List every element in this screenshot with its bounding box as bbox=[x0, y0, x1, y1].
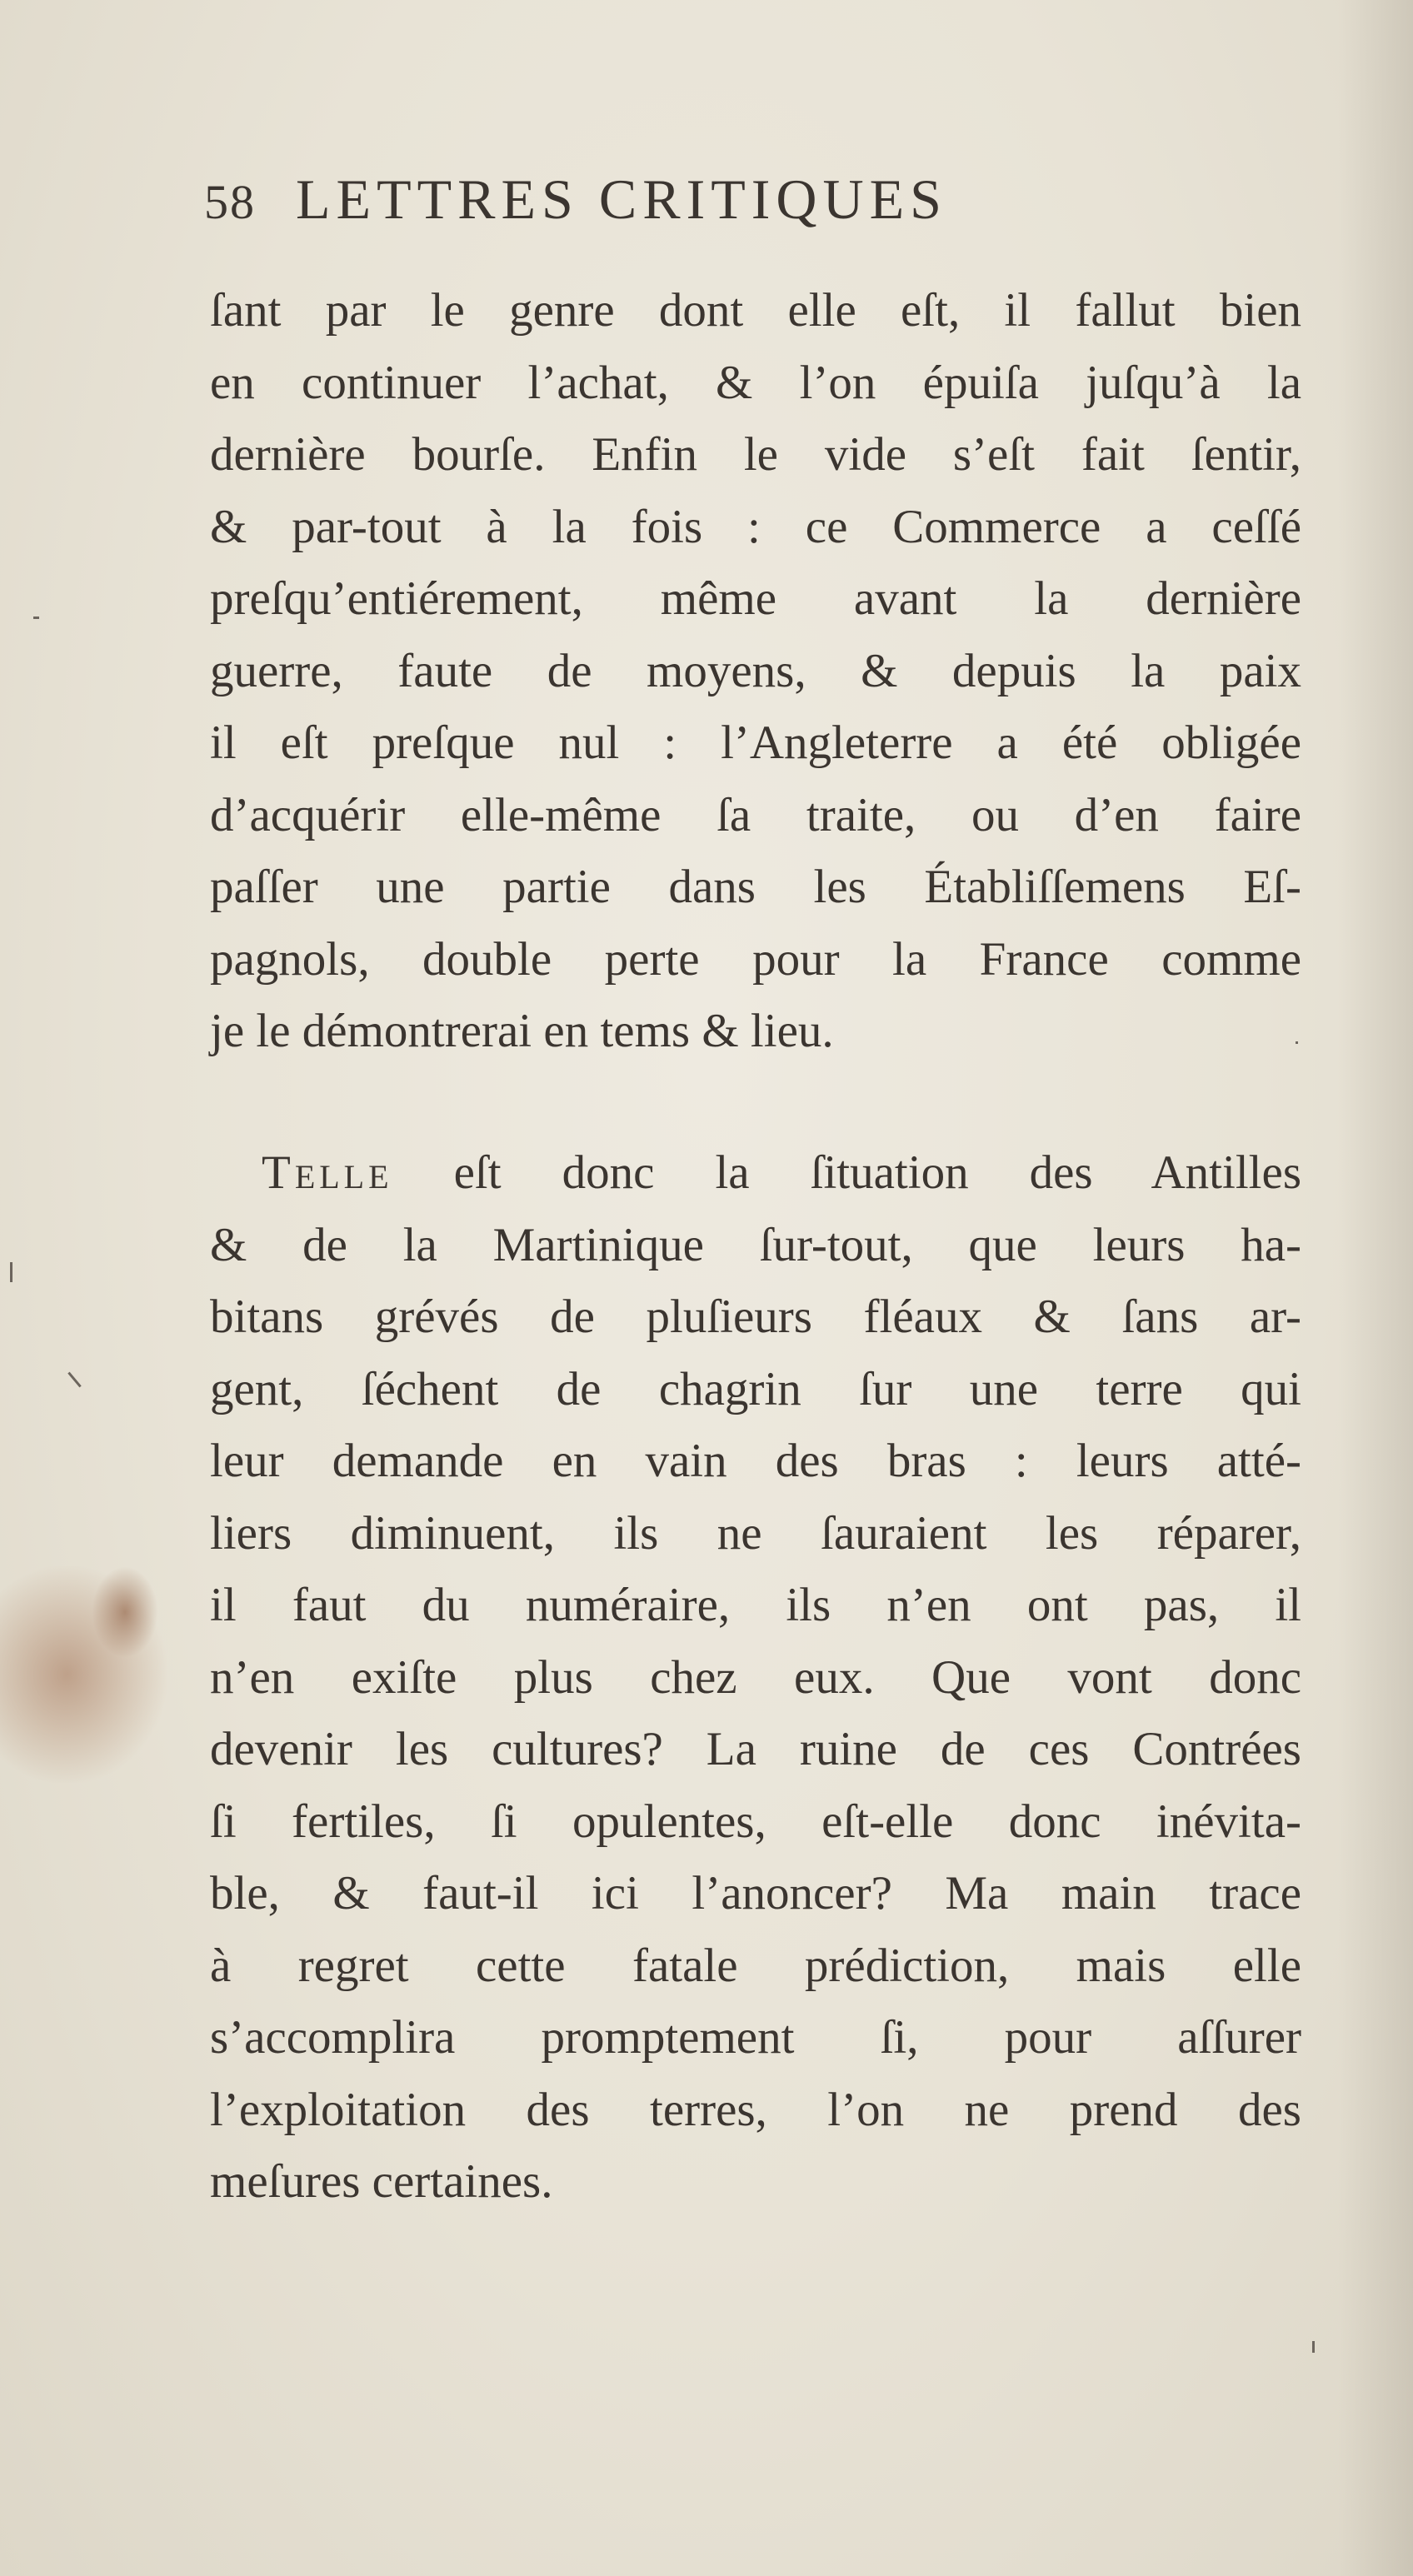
text-line: n’en exiſte plus chez eux. Que vont donc bbox=[210, 1650, 1301, 1704]
running-head: LETTRES CRITIQUES bbox=[296, 167, 947, 231]
text-line: & de la Martinique ſur-tout, que leurs ha- bbox=[210, 1218, 1301, 1271]
page-header bbox=[204, 167, 1287, 242]
text-line: d’acquérir elle-même ſa traite, ou d’en faire bbox=[210, 788, 1301, 841]
first-line-text: eſt donc la ſituation des Antilles bbox=[392, 1146, 1301, 1199]
text-line: liers diminuent, ils ne ſauraient les réparer, bbox=[210, 1506, 1301, 1560]
text-line: bitans grévés de pluſieurs fléaux & ſans ar- bbox=[210, 1290, 1301, 1343]
page-number: 58 bbox=[204, 175, 256, 229]
page-edge-shadow bbox=[1338, 0, 1413, 2576]
text-line: meſures certaines. bbox=[210, 2155, 553, 2208]
text-line: ble, & faut-il ici l’anoncer? Ma main trace bbox=[210, 1867, 1301, 1920]
text-line: & par-tout à la fois : ce Commerce a ceſſé bbox=[210, 500, 1301, 553]
text-line: devenir les cultures? La ruine de ces Contrées bbox=[210, 1723, 1301, 1775]
paper-speck bbox=[67, 1372, 81, 1388]
text-line: l’exploitation des terres, l’on ne prend des bbox=[210, 2083, 1301, 2136]
text-line: il eſt preſque nul : l’Angleterre a été obligée bbox=[210, 716, 1301, 769]
text-line: pagnols, double perte pour la France comme bbox=[210, 932, 1301, 986]
text-line: ſi fertiles, ſi opulentes, eſt-elle donc inévita- bbox=[210, 1795, 1301, 1848]
paragraph-2 bbox=[210, 1137, 1301, 2219]
text-line-first bbox=[210, 1137, 1301, 1210]
paragraph-opening-word: Telle bbox=[262, 1146, 393, 1199]
text-line: il faut du numéraire, ils n’en ont pas, il bbox=[210, 1579, 1301, 1631]
paragraph-1 bbox=[210, 275, 1301, 1068]
text-line: je le démontrerai en tems & lieu. bbox=[210, 1005, 834, 1057]
paper-speck bbox=[10, 1262, 12, 1282]
paper-speck bbox=[1312, 2341, 1315, 2353]
text-line: s’accomplira promptement ſi, pour aſſurer bbox=[210, 2011, 1301, 2064]
text-line: gent, ſéchent de chagrin ſur une terre qui bbox=[210, 1362, 1301, 1415]
text-line: en continuer l’achat, & l’on épuiſa juſqu’à la bbox=[210, 356, 1301, 409]
text-line: leur demande en vain des bras : leurs atté- bbox=[210, 1435, 1301, 1487]
paper-speck bbox=[33, 617, 39, 619]
text-line: guerre, faute de moyens, & depuis la paix bbox=[210, 644, 1301, 697]
text-line: paſſer une partie dans les Établiſſemens Eſ- bbox=[210, 861, 1301, 913]
text-line: ſant par le genre dont elle eſt, il fallut bien bbox=[210, 284, 1301, 337]
text-line: dernière bourſe. Enfin le vide s’eſt fait ſentir, bbox=[210, 428, 1301, 481]
text-line: à regret cette fatale prédiction, mais elle bbox=[210, 1939, 1301, 1992]
text-line: preſqu’entiérement, même avant la dernière bbox=[210, 572, 1301, 625]
foxing-stain-dark bbox=[92, 1566, 158, 1658]
